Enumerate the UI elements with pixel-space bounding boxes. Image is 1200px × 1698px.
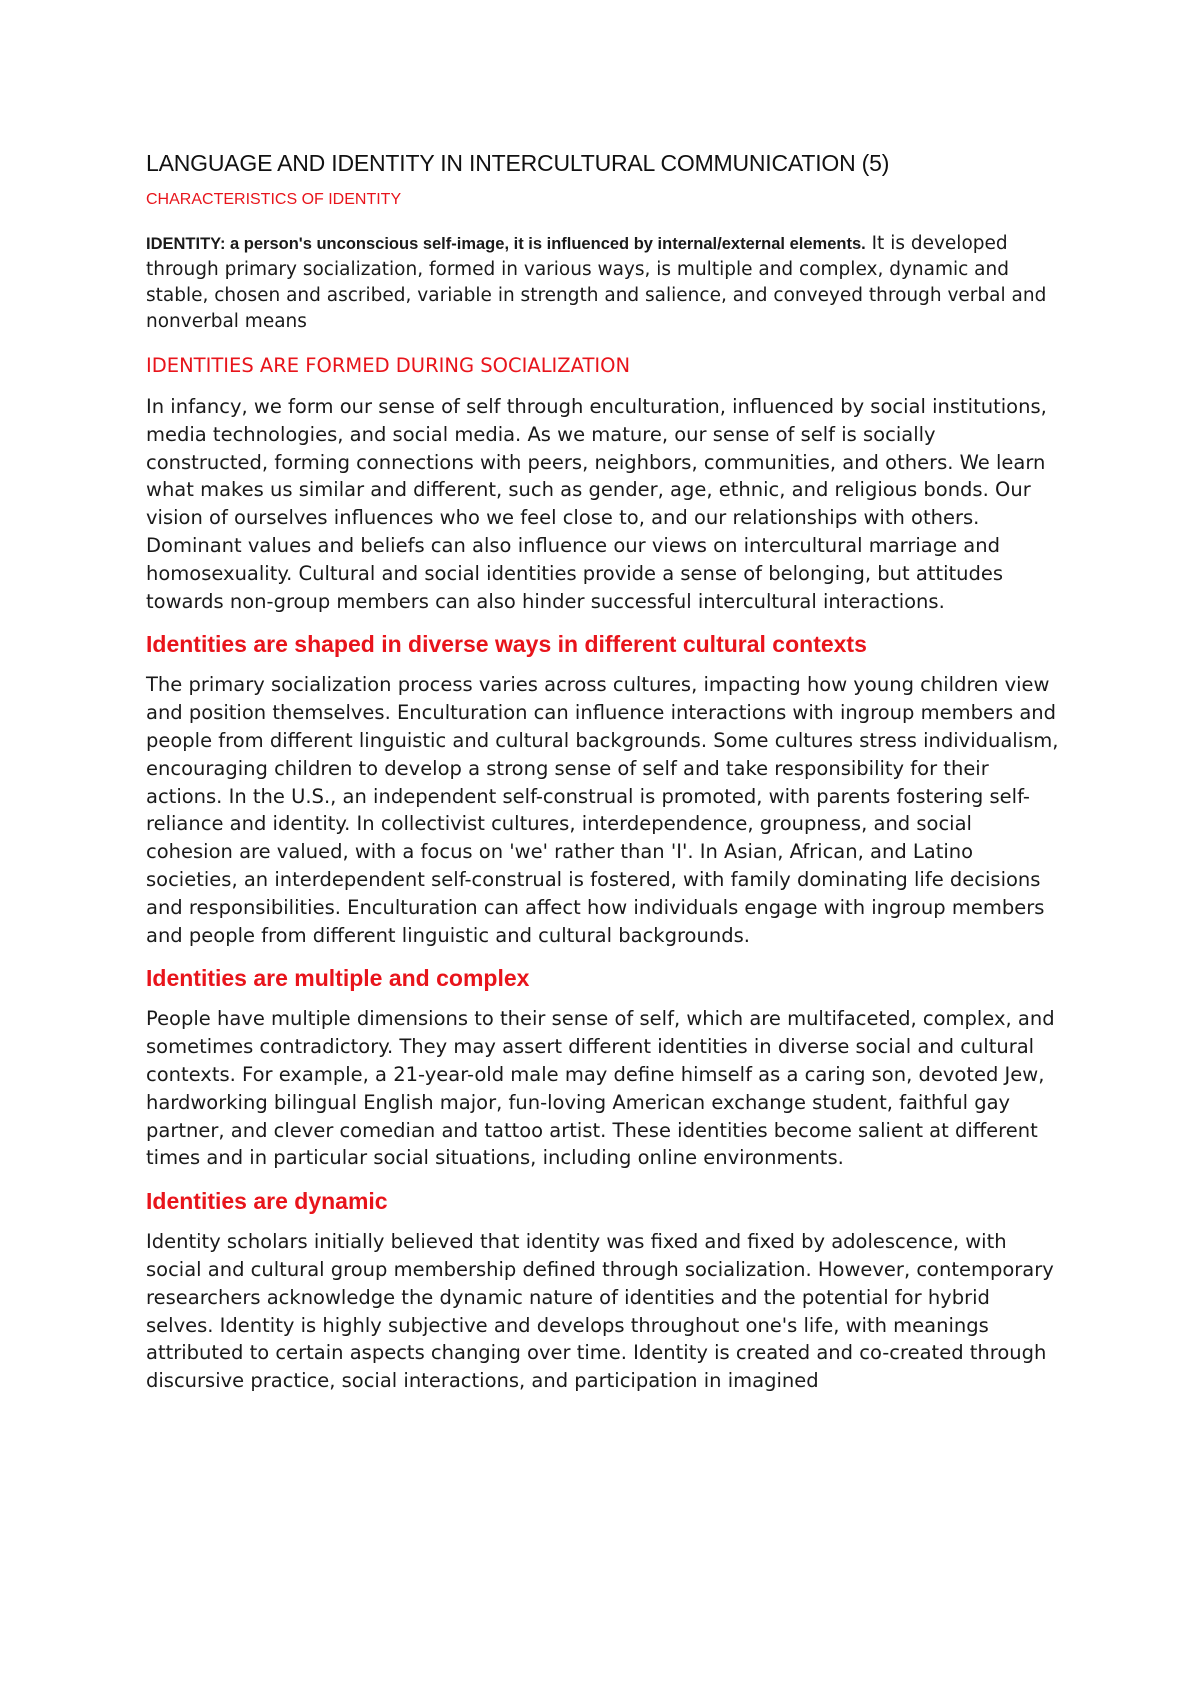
- section-heading-socialization: IDENTITIES ARE FORMED DURING SOCIALIZATION: [146, 354, 631, 377]
- document-subtitle: CHARACTERISTICS OF IDENTITY: [146, 191, 402, 208]
- document-title: LANGUAGE AND IDENTITY IN INTERCULTURAL COMMUNICATION (5): [146, 150, 890, 176]
- section-heading-multiple-complex: Identities are multiple and complex: [146, 965, 530, 992]
- section-heading-cultural-contexts: Identities are shaped in diverse ways in different cultural contexts: [146, 631, 867, 658]
- intro-text: It is developed through primary socialization, formed in various ways, is multiple and complex, dynamic and stable, chosen and ascribed, variable in strength and salience, and conveyed through verbal and nonverbal means: [146, 233, 1047, 332]
- section-heading-dynamic: Identities are dynamic: [146, 1188, 388, 1215]
- intro-paragraph: [146, 231, 1060, 335]
- section-body-socialization: In infancy, we form our sense of self through enculturation, influenced by social institutions, media technologies, and social media. As we mature, our sense of self is socially constructed, forming connections with peers, neighbors, communities, and others. We learn what makes us similar and different, such as gender, age, ethnic, and religious bonds. Our vision of ourselves influences who we feel close to, and our relationships with others. Dominant values and beliefs can also influence our views on intercultural marriage and homosexuality. Cultural and social identities provide a sense of belonging, but attitudes towards non-group members can also hinder successful intercultural interactions.: [146, 395, 1047, 613]
- section-body-dynamic: Identity scholars initially believed that identity was fixed and fixed by adolescence, with social and cultural group membership defined through socialization. However, contemporary researchers acknowledge the dynamic nature of identities and the potential for hybrid selves. Identity is highly subjective and develops throughout one's life, with meanings attributed to certain aspects changing over time. Identity is created and co-created through discursive practice, social interactions, and participation in imagined: [146, 1230, 1054, 1393]
- intro-definition: IDENTITY: a person's unconscious self-image, it is influenced by internal/external elements.: [146, 235, 866, 253]
- section-body-cultural-contexts: The primary socialization process varies across cultures, impacting how young children view and position themselves. Enculturation can influence interactions with ingroup members and people from different linguistic and cultural backgrounds. Some cultures stress individualism, encouraging children to develop a strong sense of self and take responsibility for their actions. In the U.S., an independent self-construal is promoted, with parents fostering self-reliance and identity. In collectivist cultures, interdependence, groupness, and social cohesion are valued, with a focus on 'we' rather than 'I'. In Asian, African, and Latino societies, an interdependent self-construal is fostered, with family dominating life decisions and responsibilities. Enculturation can affect how individuals engage with ingroup members and people from different linguistic and cultural backgrounds.: [146, 673, 1059, 947]
- section-body-multiple-complex: People have multiple dimensions to their sense of self, which are multifaceted, complex, and sometimes contradictory. They may assert different identities in diverse social and cultural contexts. For example, a 21-year-old male may define himself as a caring son, devoted Jew, hardworking bilingual English major, fun-loving American exchange student, faithful gay partner, and clever comedian and tattoo artist. These identities become salient at different times and in particular social situations, including online environments.: [146, 1007, 1055, 1170]
